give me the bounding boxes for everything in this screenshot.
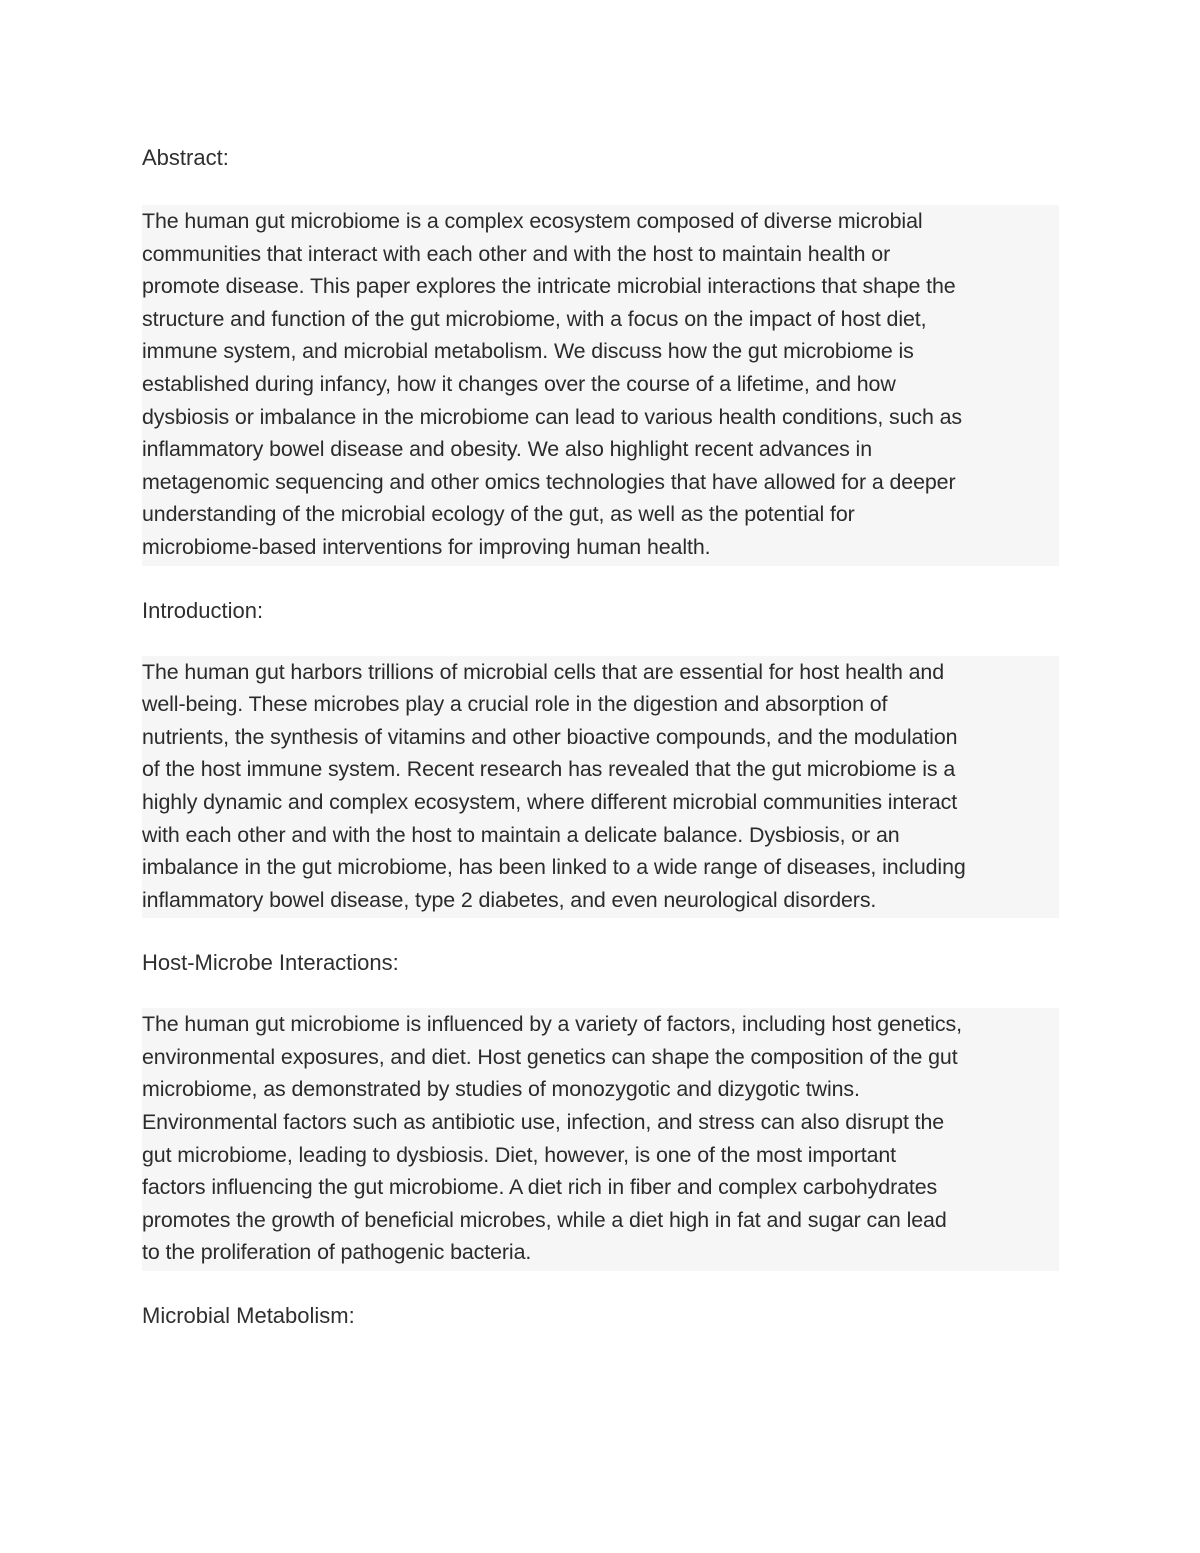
paragraph-line: dysbiosis or imbalance in the microbiome can lead to various health conditions, such as (142, 404, 963, 429)
section-paragraph-abstract (142, 205, 1059, 566)
document-page (142, 142, 1059, 1332)
paragraph-line: Environmental factors such as antibiotic use, infection, and stress can also disrupt the (142, 1110, 945, 1135)
paragraph-line: immune system, and microbial metabolism. We discuss how the gut microbiome is (142, 339, 914, 364)
paragraph-line: inflammatory bowel disease and obesity. We also highlight recent advances in (142, 437, 872, 462)
paragraph-line: promote disease. This paper explores the intricate microbial interactions that shape the (142, 274, 956, 299)
paragraph-line: environmental exposures, and diet. Host genetics can shape the composition of the gut (142, 1044, 958, 1069)
section-paragraph-introduction (142, 656, 1059, 919)
paragraph-line: metagenomic sequencing and other omics technologies that have allowed for a deeper (142, 469, 956, 494)
paragraph-line: nutrients, the synthesis of vitamins and other bioactive compounds, and the modulation (142, 724, 958, 749)
section-heading-microbial-metabolism: Microbial Metabolism: (142, 1303, 355, 1329)
paragraph-line: understanding of the microbial ecology of the gut, as well as the potential for (142, 502, 855, 527)
paragraph-line: communities that interact with each other and with the host to maintain health or (142, 241, 891, 266)
paragraph-line: of the host immune system. Recent research has revealed that the gut microbiome is a (142, 757, 956, 782)
paragraph-line: structure and function of the gut microbiome, with a focus on the impact of host diet, (142, 306, 927, 331)
paragraph-line: highly dynamic and complex ecosystem, where different microbial communities interact (142, 789, 958, 814)
paragraph-line: promotes the growth of beneficial microbes, while a diet high in fat and sugar can lead (142, 1207, 947, 1232)
paragraph-line: to the proliferation of pathogenic bacteria. (142, 1240, 532, 1265)
section-paragraph-host-microbe-interactions (142, 1008, 1059, 1271)
paragraph-line: microbiome-based interventions for improving human health. (142, 534, 711, 559)
paragraph-line: The human gut microbiome is influenced by a variety of factors, including host genetics, (142, 1012, 962, 1037)
paragraph-line: established during infancy, how it changes over the course of a lifetime, and how (142, 371, 896, 396)
section-heading-host-microbe-interactions: Host-Microbe Interactions: (142, 950, 399, 976)
paragraph-line: with each other and with the host to maintain a delicate balance. Dysbiosis, or an (142, 822, 900, 847)
paragraph-line: inflammatory bowel disease, type 2 diabetes, and even neurological disorders. (142, 887, 877, 912)
section-heading-abstract: Abstract: (142, 145, 229, 170)
paragraph-line: microbiome, as demonstrated by studies of monozygotic and dizygotic twins. (142, 1077, 860, 1102)
paragraph-line: The human gut microbiome is a complex ecosystem composed of diverse microbial (142, 209, 923, 233)
paragraph-line: well-being. These microbes play a crucial role in the digestion and absorption of (142, 692, 888, 717)
paragraph-line: imbalance in the gut microbiome, has been linked to a wide range of diseases, including (142, 855, 966, 880)
paragraph-line: factors influencing the gut microbiome. A diet rich in fiber and complex carbohydrates (142, 1175, 938, 1200)
paragraph-line: The human gut harbors trillions of microbial cells that are essential for host health and (142, 659, 944, 684)
section-heading-introduction: Introduction: (142, 597, 264, 623)
paragraph-line: gut microbiome, leading to dysbiosis. Diet, however, is one of the most important (142, 1142, 897, 1167)
